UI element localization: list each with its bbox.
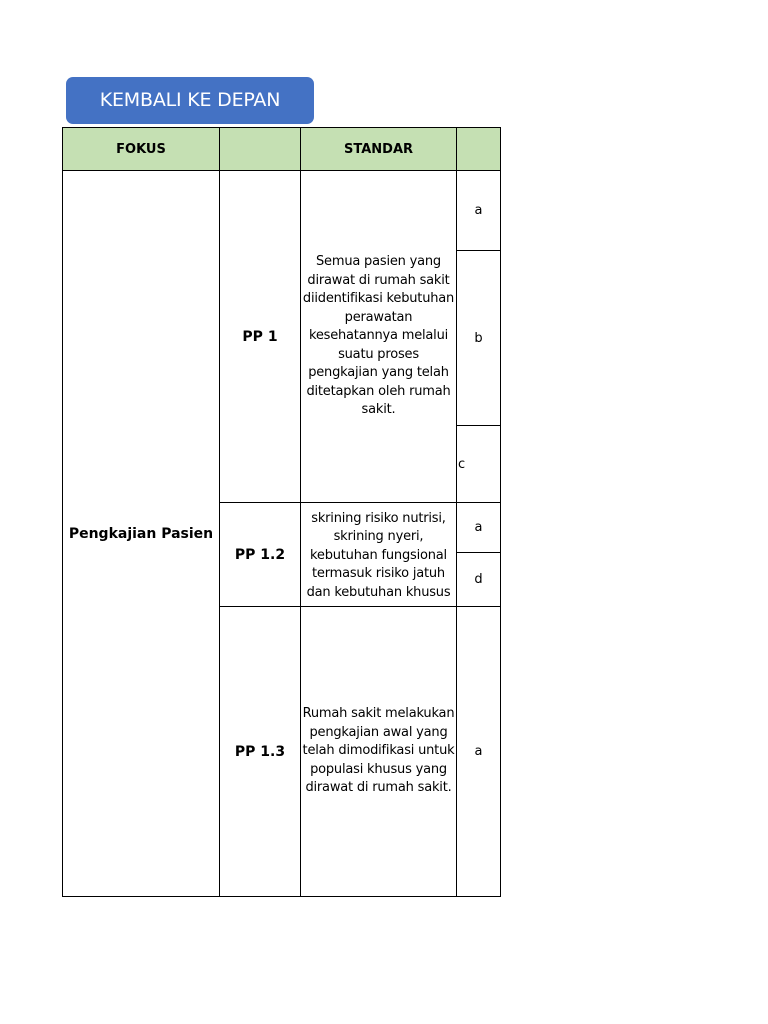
standard-text-cell <box>301 503 457 607</box>
header-sub <box>457 128 501 171</box>
table-header-row <box>63 128 501 171</box>
standard-text: Semua pasien yang dirawat di rumah sakit diidentifikasi kebutuhan perawatan kesehatannya melalui suatu proses pengkajian yang telah ditetapkan oleh rumah sakit. <box>301 171 457 503</box>
header-fokus: FOKUS <box>63 128 220 171</box>
standards-table <box>62 127 501 897</box>
code-cell: PP 1 <box>220 171 301 503</box>
sub-item: b <box>457 251 501 426</box>
code-cell: PP 1.2 <box>220 503 301 607</box>
sub-item: a <box>457 503 501 553</box>
sub-item: c <box>457 426 501 503</box>
sub-item: d <box>457 553 501 607</box>
header-standar: STANDAR <box>301 128 457 171</box>
standard-text: skrining risiko nutrisi, skrining nyeri, kebutuhan fungsional termasuk risiko jatuh dan kebutuhan khusus <box>306 510 451 600</box>
code-cell: PP 1.3 <box>220 607 301 897</box>
standard-text: Rumah sakit melakukan pengkajian awal yang telah dimodifikasi untuk populasi khusus yang dirawat di rumah sakit. <box>301 607 457 897</box>
fokus-cell: Pengkajian Pasien <box>63 171 220 897</box>
back-to-front-button[interactable]: KEMBALI KE DEPAN <box>66 77 314 124</box>
table-row <box>63 171 501 251</box>
header-code <box>220 128 301 171</box>
sub-item: a <box>457 607 501 897</box>
sub-item: a <box>457 171 501 251</box>
